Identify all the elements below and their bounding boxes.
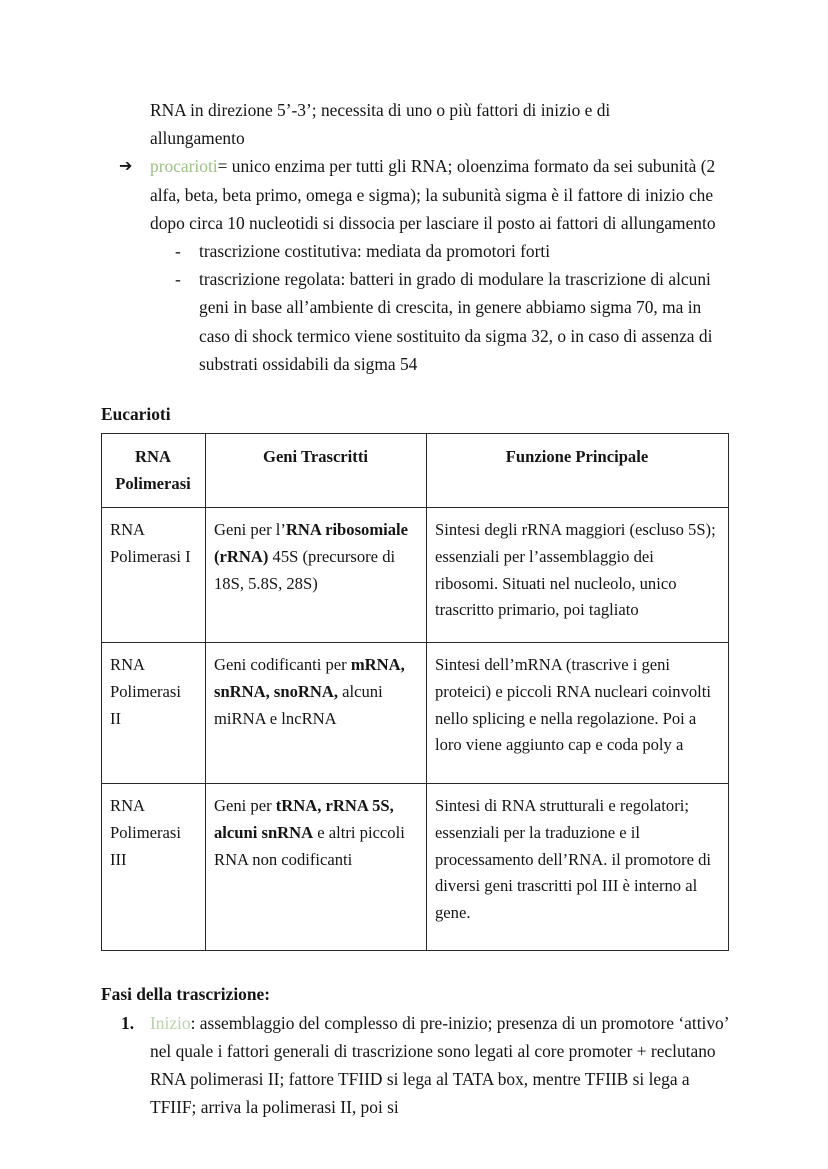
table-body [102,508,729,951]
table-header-row [102,434,729,508]
document-content [101,96,733,1121]
keyword-procarioti: procarioti [150,156,218,177]
cell-geni-trascritti [206,643,427,784]
cell-funzione: Sintesi di RNA strutturali e regolatori; essenziali per la traduzione e il processamento dell’RNA. il promotore di diversi geni trascritti pol III è interno al gene. [427,784,729,951]
dash-bullet-list [101,237,733,378]
table-row [102,508,729,643]
cell-geni-trascritti [206,784,427,951]
cell-polimerasi: RNA Polimerasi II [102,643,206,784]
column-header-funzione-principale: Funzione Principale [427,434,729,508]
geni-bold: mRNA, snRNA, snoRNA, [214,655,405,702]
rna-polimerasi-table [101,433,729,951]
geni-prefix: Geni per l’ [214,520,286,540]
dash-bullet-text: trascrizione costitutiva: mediata da promotori forti [199,241,551,262]
continuation-line-2: allungamento [150,128,245,149]
dash-marker-icon: - [175,241,181,262]
table-row [102,784,729,951]
table-row [102,643,729,784]
dash-bullet-text: trascrizione regolata: batteri in grado di modulare la trascrizione di alcuni geni in base all’ambiente di crescita, in genere abbiamo sigma 70, ma in caso di shock termico viene sostituito da sigma 32, o in caso di assenza di substrati ossidabili da sigma 54 [199,269,713,374]
table-head [102,434,729,508]
section-heading-fasi: Fasi della trascrizione: [101,984,271,1005]
geni-bold: RNA ribosomiale (rRNA) [214,520,409,567]
arrow-bullet-text: = unico enzima per tutti gli RNA; oloenzima formato da sei subunità (2 alfa, beta, beta primo, omega e sigma); la subunità sigma è il fattore di inizio che dopo circa 10 nucleotidi si dissocia per lasciare il posto ai fattori di allungamento [150,156,716,233]
cell-funzione: Sintesi degli rRNA maggiori (escluso 5S); essenziali per l’assemblaggio dei ribosomi. Situati nel nucleolo, unico trascritto primario, poi tagliato [427,508,729,643]
arrow-bullet-list [101,152,733,237]
geni-bold: tRNA, rRNA 5S, alcuni snRNA [214,796,394,843]
column-header-geni-trascritti: Geni Trascritti [206,434,427,508]
keyword-inizio: Inizio [150,1012,191,1033]
geni-prefix: Geni per [214,796,276,816]
fasi-item-text: : assemblaggio del complesso di pre-inizio; presenza di un promotore ‘attivo’ nel quale i fattori generali di trascrizione sono legati al core promoter + reclutano RNA polimerasi II; fattore TFIID si lega al TATA box, mentre TFIIB si lega a TFIIF; arriva la polimerasi II, poi si [150,1012,729,1118]
geni-suffix: alcuni miRNA e lncRNA [214,682,383,728]
fasi-list-item-inizio [101,1009,733,1122]
cell-geni-trascritti [206,508,427,643]
geni-suffix: e altri piccoli RNA non codificanti [214,823,405,869]
section-heading-eucarioti: Eucarioti [101,404,171,425]
geni-suffix: 45S (precursore di 18S, 5.8S, 28S) [214,547,396,593]
geni-prefix: Geni codificanti per [214,655,351,675]
dash-marker-icon: - [175,269,181,290]
cell-polimerasi: RNA Polimerasi III [102,784,206,951]
fasi-numbered-list [101,1009,733,1122]
continuation-line-1: RNA in direzione 5’-3’; necessita di uno o più fattori di inizio e di [150,100,611,120]
dash-bullet-item [101,265,733,378]
continuation-paragraph [101,96,733,152]
cell-polimerasi: RNA Polimerasi I [102,508,206,643]
arrow-right-icon: ➔ [119,156,133,176]
list-number-marker: 1. [121,1012,135,1033]
cell-funzione: Sintesi dell’mRNA (trascrive i geni proteici) e piccoli RNA nucleari coinvolti nello splicing e nella regolazione. Poi a loro viene aggiunto cap e coda poly a [427,643,729,784]
dash-bullet-item [101,237,733,265]
column-header-rna-polimerasi: RNA Polimerasi [102,434,206,508]
arrow-bullet-procarioti [101,152,733,237]
